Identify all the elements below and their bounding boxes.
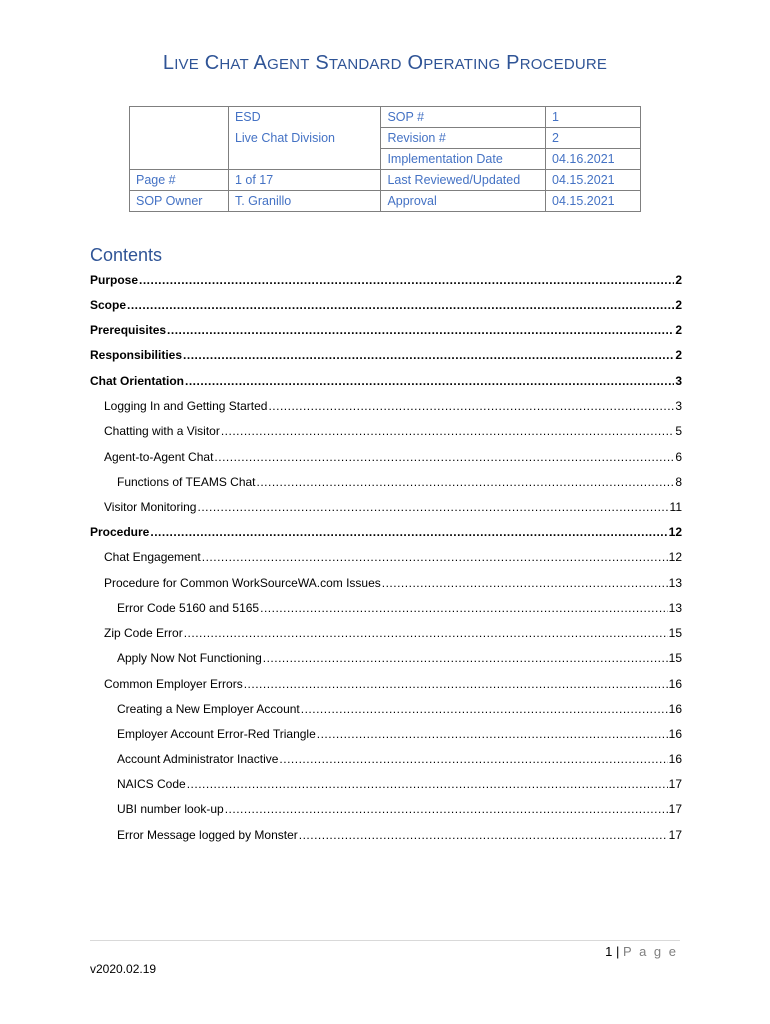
toc-entry[interactable]: Error Message logged by Monster ..... 17 bbox=[90, 826, 682, 844]
last-reviewed-label: Last Reviewed/Updated bbox=[381, 170, 546, 191]
page-number-value: 1 of 17 bbox=[228, 170, 380, 191]
toc-entry[interactable]: Creating a New Employer Account ..... 16 bbox=[90, 700, 682, 718]
revision-value: 2 bbox=[546, 128, 641, 149]
title-part: HAT bbox=[219, 56, 249, 73]
page-word: P a g e bbox=[623, 944, 678, 959]
implementation-date-value: 04.16.2021 bbox=[546, 149, 641, 170]
toc-entry[interactable]: Employer Account Error-Red Triangle ..... 16 bbox=[90, 725, 682, 743]
title-part: PERATING bbox=[423, 56, 501, 73]
toc-entry[interactable]: UBI number look-up ..... 17 bbox=[90, 800, 682, 818]
toc-entry[interactable]: Chatting with a Visitor ..... 5 bbox=[90, 422, 682, 440]
title-part: O bbox=[407, 52, 424, 74]
toc-entry[interactable]: Logging In and Getting Started ..... 3 bbox=[90, 397, 682, 415]
toc-entry[interactable]: Chat Orientation ..... 3 bbox=[90, 372, 682, 390]
toc-entry[interactable]: Responsibilities ..... 2 bbox=[90, 346, 682, 364]
toc-entry[interactable]: Scope ..... 2 bbox=[90, 296, 682, 314]
sop-owner-value: T. Granillo bbox=[228, 191, 380, 212]
sop-info-table bbox=[129, 106, 641, 212]
revision-label: Revision # bbox=[381, 128, 546, 149]
title-part: L bbox=[162, 52, 175, 74]
toc-entry[interactable]: NAICS Code ..... 17 bbox=[90, 775, 682, 793]
title-part: S bbox=[315, 52, 329, 74]
toc-entry[interactable]: Apply Now Not Functioning ..... 15 bbox=[90, 649, 682, 667]
sop-owner-label: SOP Owner bbox=[130, 191, 229, 212]
title-part: GENT bbox=[267, 56, 310, 73]
toc-entry[interactable]: Purpose ..... 2 bbox=[90, 271, 682, 289]
implementation-date-label: Implementation Date bbox=[381, 149, 546, 170]
sop-cell-empty bbox=[130, 128, 229, 149]
page-number: 1 bbox=[605, 944, 613, 959]
sop-cell-division: Live Chat Division bbox=[228, 128, 380, 149]
toc-entry[interactable]: Account Administrator Inactive ..... 16 bbox=[90, 750, 682, 768]
title-part: A bbox=[253, 52, 268, 74]
sop-cell-empty bbox=[130, 149, 229, 170]
approval-label: Approval bbox=[381, 191, 546, 212]
title-part: C bbox=[204, 52, 220, 74]
sop-cell-empty bbox=[130, 107, 229, 128]
toc-entry[interactable]: Zip Code Error ..... 15 bbox=[90, 624, 682, 642]
toc-entry[interactable]: Procedure for Common WorkSourceWA.com Issues ..... 13 bbox=[90, 574, 682, 592]
toc-entry[interactable]: Visitor Monitoring ..... 11 bbox=[90, 498, 682, 516]
title-part: IVE bbox=[174, 56, 199, 73]
toc-entry[interactable]: Chat Engagement ..... 12 bbox=[90, 548, 682, 566]
page-separator: | bbox=[616, 944, 620, 959]
toc-entry[interactable]: Functions of TEAMS Chat ..... 8 bbox=[90, 473, 682, 491]
last-reviewed-value: 04.15.2021 bbox=[546, 170, 641, 191]
sop-number-value: 1 bbox=[546, 107, 641, 128]
contents-heading: Contents bbox=[90, 245, 163, 265]
sop-cell-esd: ESD bbox=[228, 107, 380, 128]
toc-entry[interactable]: Procedure ..... 12 bbox=[90, 523, 682, 541]
toc-entry[interactable]: Common Employer Errors ..... 16 bbox=[90, 675, 682, 693]
approval-value: 04.15.2021 bbox=[546, 191, 641, 212]
sop-number-label: SOP # bbox=[381, 107, 546, 128]
title-part: P bbox=[506, 52, 520, 74]
document-version: v2020.02.19 bbox=[90, 962, 157, 976]
title-part: ROCEDURE bbox=[519, 56, 608, 73]
footer-page-number bbox=[605, 944, 678, 959]
toc-entry[interactable]: Prerequisites ..... 2 bbox=[90, 321, 682, 339]
page-title bbox=[0, 52, 770, 75]
sop-cell-empty bbox=[228, 149, 380, 170]
footer-divider bbox=[90, 940, 680, 941]
page-number-label: Page # bbox=[130, 170, 229, 191]
title-part: TANDARD bbox=[328, 56, 402, 73]
toc-entry[interactable]: Agent-to-Agent Chat ..... 6 bbox=[90, 448, 682, 466]
toc-entry[interactable]: Error Code 5160 and 5165 ..... 13 bbox=[90, 599, 682, 617]
